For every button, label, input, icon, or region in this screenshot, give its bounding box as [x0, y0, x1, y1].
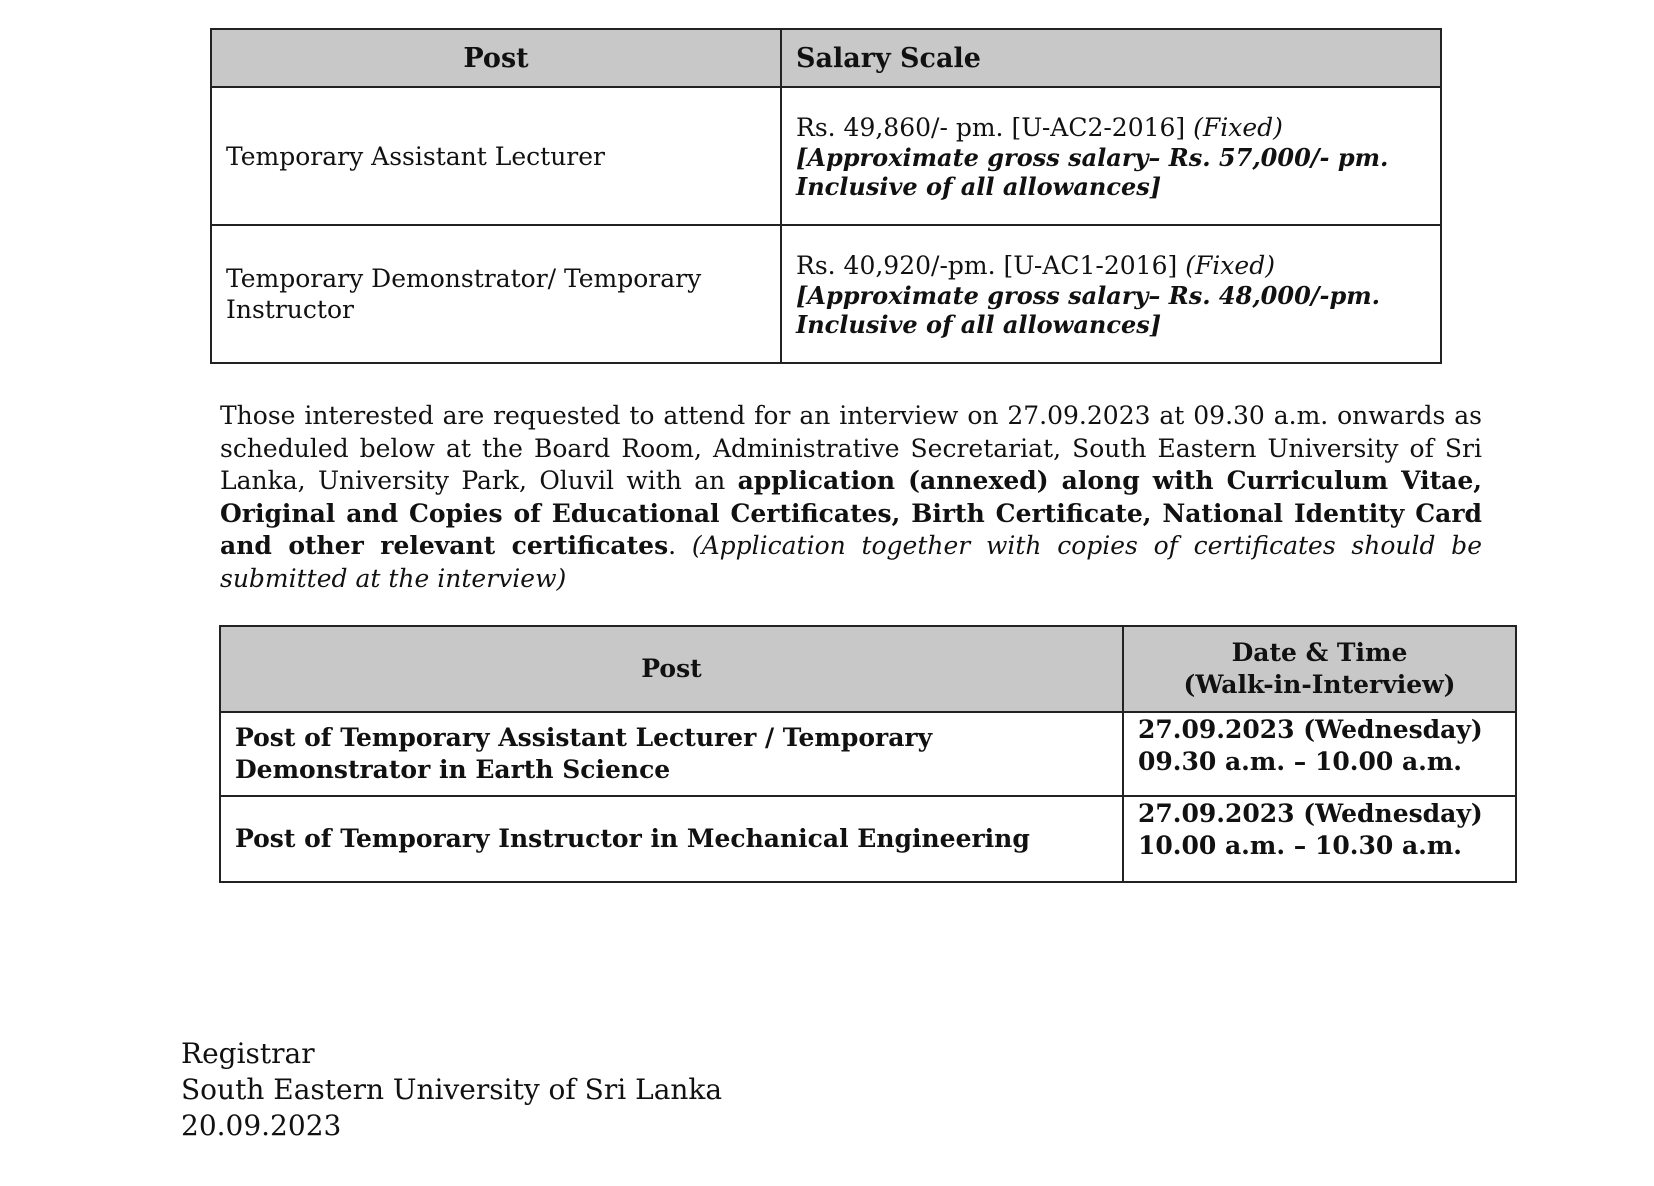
schedule-header-row	[220, 626, 1516, 712]
salary-row-assistant-lecturer	[211, 87, 1441, 225]
schedule-row-mechanical-engineering	[220, 796, 1516, 882]
salary-cell	[781, 225, 1441, 363]
salary-row-demonstrator-instructor	[211, 225, 1441, 363]
salary-scale-table	[210, 28, 1442, 364]
gross-salary-note: [Approximate gross salary– Rs. 48,000/-pm. Inclusive of all allowances]	[796, 280, 1381, 339]
schedule-row-earth-science	[220, 712, 1516, 796]
interview-schedule-table	[219, 625, 1517, 883]
submission-note: (Application together with copies of certificates should be submitted at the interview)	[220, 531, 1482, 593]
datetime-cell	[1123, 712, 1516, 796]
required-documents: application (annexed) along with Curriculum Vitae, Original and Copies of Educational Certificates, Birth Certificate, National Identity Card and other relevant certificates	[220, 466, 1482, 560]
post-cell: Temporary Demonstrator/ Temporary Instructor	[211, 225, 781, 363]
post-cell: Post of Temporary Assistant Lecturer / Temporary Demonstrator in Earth Science	[220, 712, 1123, 796]
header-post: Post	[211, 29, 781, 87]
signature-block	[181, 1036, 722, 1144]
interview-time: 10.00 a.m. – 10.30 a.m.	[1138, 831, 1462, 860]
fixed-label: (Fixed)	[1193, 112, 1283, 142]
gross-salary-note: [Approximate gross salary– Rs. 57,000/- pm. Inclusive of all allowances]	[796, 142, 1389, 201]
header-date-time-label: Date & Time	[1231, 638, 1408, 667]
header-date-time	[1123, 626, 1516, 712]
signatory-organization: South Eastern University of Sri Lanka	[181, 1073, 723, 1106]
header-post: Post	[220, 626, 1123, 712]
datetime-cell	[1123, 796, 1516, 882]
post-cell: Post of Temporary Instructor in Mechanical Engineering	[220, 796, 1123, 882]
signature-date: 20.09.2023	[181, 1109, 342, 1142]
salary-scale-text: Rs. 49,860/- pm. [U-AC2-2016]	[796, 112, 1186, 142]
intro-text: Those interested are requested to attend for an interview on 27.09.2023 at 09.30 a.m. onwards as scheduled below at the Board Room, Administrative Secretariat, South Eastern University of Sri Lanka, University Park, Oluvil with an	[220, 401, 1482, 495]
fixed-label: (Fixed)	[1185, 250, 1275, 280]
salary-cell	[781, 87, 1441, 225]
interview-instructions-paragraph	[220, 400, 1482, 595]
intro-separator: .	[668, 531, 692, 560]
post-cell: Temporary Assistant Lecturer	[211, 87, 781, 225]
signatory-title: Registrar	[181, 1037, 315, 1070]
salary-table-header-row	[211, 29, 1441, 87]
header-walk-in-label: (Walk-in-Interview)	[1183, 670, 1456, 699]
header-salary-scale: Salary Scale	[781, 29, 1441, 87]
interview-time: 09.30 a.m. – 10.00 a.m.	[1138, 747, 1462, 776]
salary-scale-text: Rs. 40,920/-pm. [U-AC1-2016]	[796, 250, 1178, 280]
interview-date: 27.09.2023 (Wednesday)	[1138, 799, 1483, 828]
interview-date: 27.09.2023 (Wednesday)	[1138, 715, 1483, 744]
